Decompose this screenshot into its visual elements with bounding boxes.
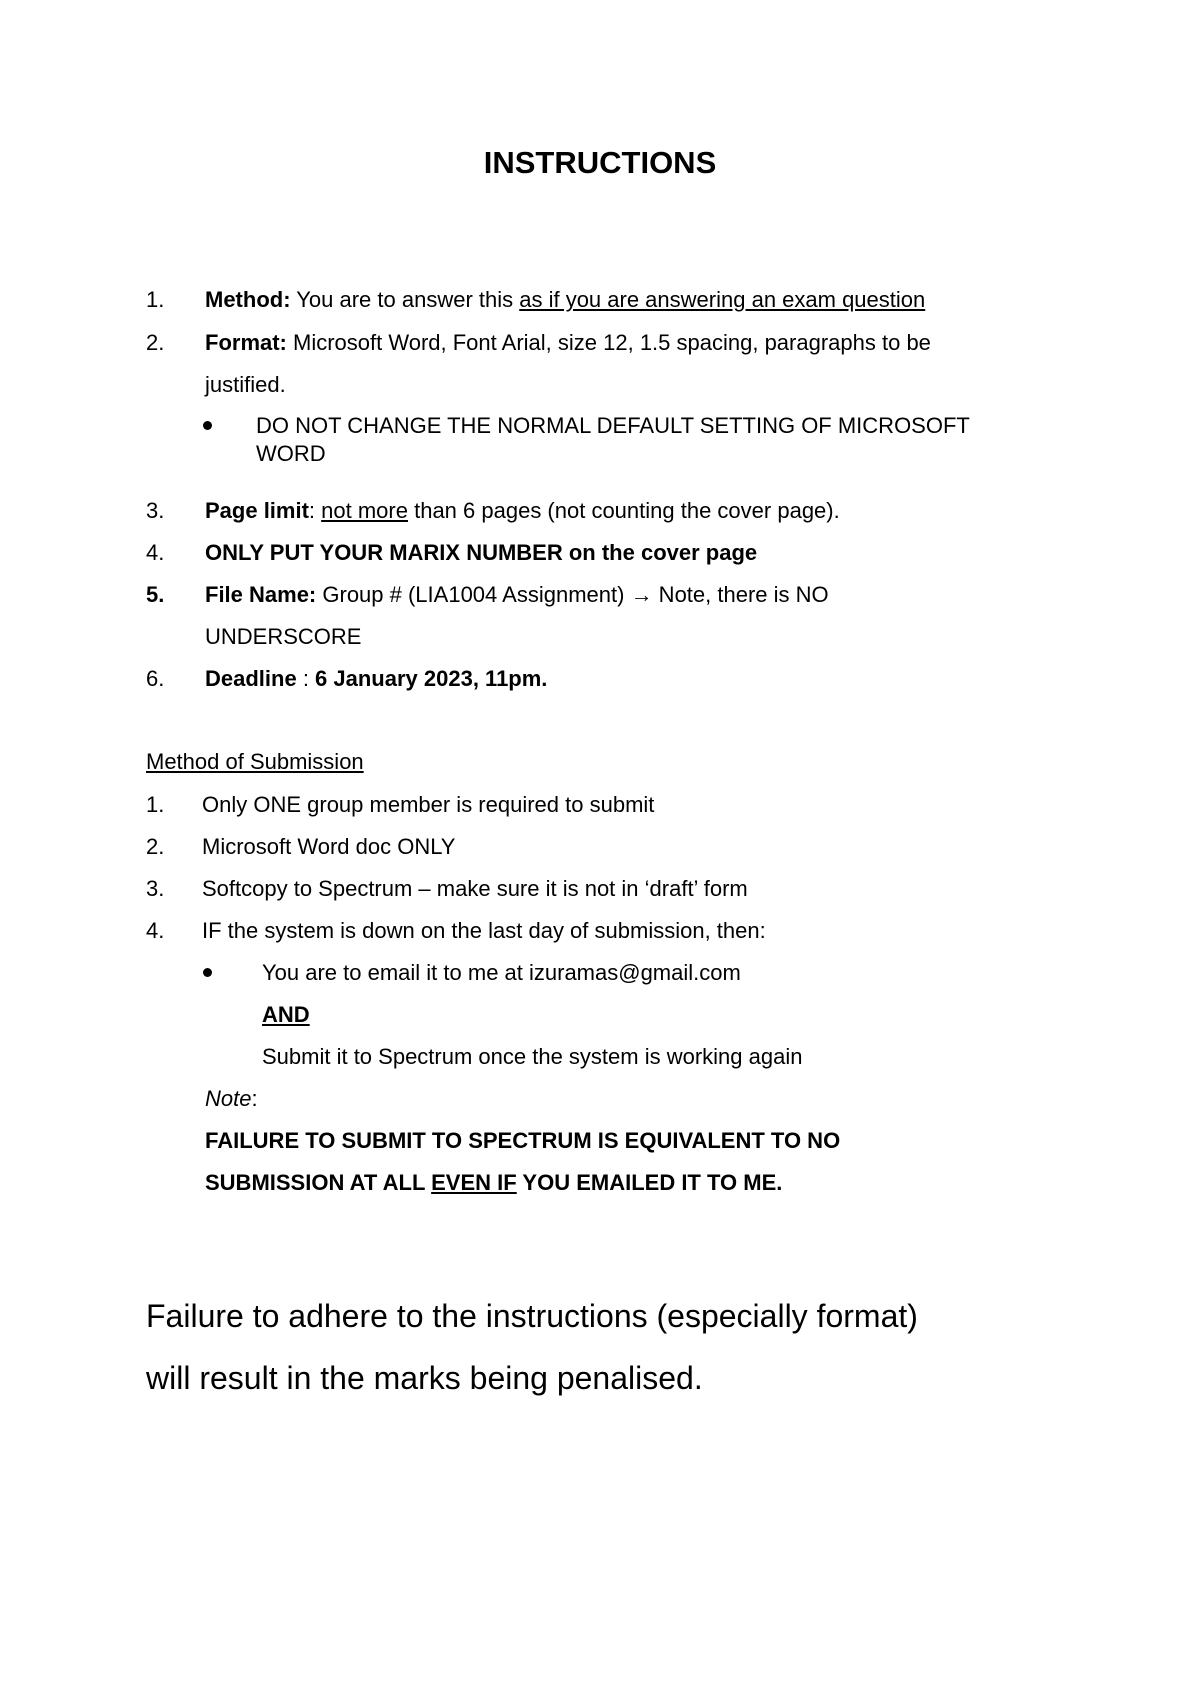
list-number: 3. xyxy=(146,498,165,523)
submission-heading: Method of Submission xyxy=(146,749,364,774)
and-connector: AND xyxy=(262,1002,310,1027)
bullet-icon xyxy=(203,968,212,977)
submission-item: Only ONE group member is required to submit xyxy=(202,792,655,817)
item-text: than 6 pages (not counting the cover page). xyxy=(407,498,840,523)
list-number: 4. xyxy=(146,540,165,565)
list-item-page-limit xyxy=(205,498,840,524)
list-item-deadline xyxy=(205,666,547,692)
list-item-file-name-continuation: UNDERSCORE xyxy=(205,624,362,649)
item-separator: : xyxy=(308,498,322,523)
list-number: 1. xyxy=(146,287,165,312)
arrow-right-icon: → xyxy=(630,582,653,607)
note-label: Note: xyxy=(205,1086,258,1111)
item-separator: : xyxy=(296,666,316,691)
list-number: 6. xyxy=(146,666,165,691)
penalty-notice-line-1: Failure to adhere to the instructions (especially format) xyxy=(146,1298,918,1334)
list-item-format xyxy=(205,330,931,356)
bullet-item-default-setting-continuation: WORD xyxy=(256,441,326,466)
list-number: 2. xyxy=(146,834,165,859)
list-item-marix-number: ONLY PUT YOUR MARIX NUMBER on the cover page xyxy=(205,540,758,565)
item-text-after: Note, there is NO xyxy=(652,582,829,607)
page-title: INSTRUCTIONS xyxy=(483,145,717,180)
warning-line-1: FAILURE TO SUBMIT TO SPECTRUM IS EQUIVALENT TO NO xyxy=(205,1128,841,1153)
list-number: 2. xyxy=(146,330,165,355)
item-label: Method: xyxy=(205,287,291,312)
item-label: Format: xyxy=(205,330,287,355)
item-text: Microsoft Word, Font Arial, size 12, 1.5 spacing, paragraphs to be xyxy=(286,330,931,355)
list-number: 4. xyxy=(146,918,165,943)
bullet-item-default-setting: DO NOT CHANGE THE NORMAL DEFAULT SETTING OF MICROSOFT xyxy=(256,413,970,438)
item-label: Page limit xyxy=(205,498,309,523)
item-label: File Name: xyxy=(205,582,317,607)
resubmit-text: Submit it to Spectrum once the system is working again xyxy=(262,1044,803,1069)
item-label: Deadline xyxy=(205,666,297,691)
submission-item: Softcopy to Spectrum – make sure it is not in ‘draft’ form xyxy=(202,876,748,901)
warning-emphasis: EVEN IF xyxy=(431,1170,517,1195)
list-number: 3. xyxy=(146,876,165,901)
submission-item: IF the system is down on the last day of submission, then: xyxy=(202,918,766,943)
list-item-method xyxy=(205,287,925,313)
item-text: You are to answer this xyxy=(290,287,520,312)
bullet-icon xyxy=(203,421,212,430)
list-number: 5. xyxy=(146,582,165,607)
submission-item: Microsoft Word doc ONLY xyxy=(202,834,456,859)
list-item-file-name xyxy=(205,582,829,608)
item-underlined-text: not more xyxy=(321,498,408,523)
warning-line-2: SUBMISSION AT ALL EVEN IF YOU EMAILED IT TO ME. xyxy=(205,1170,783,1195)
item-text: Group # (LIA1004 Assignment) xyxy=(316,582,631,607)
list-item-format-continuation: justified. xyxy=(205,372,286,397)
deadline-value: 6 January 2023, 11pm. xyxy=(315,666,548,691)
bullet-item-email: You are to email it to me at izuramas@gmail.com xyxy=(262,960,741,985)
item-underlined-text: as if you are answering an exam question xyxy=(519,287,926,312)
penalty-notice-line-2: will result in the marks being penalised. xyxy=(146,1360,703,1396)
list-number: 1. xyxy=(146,792,165,817)
